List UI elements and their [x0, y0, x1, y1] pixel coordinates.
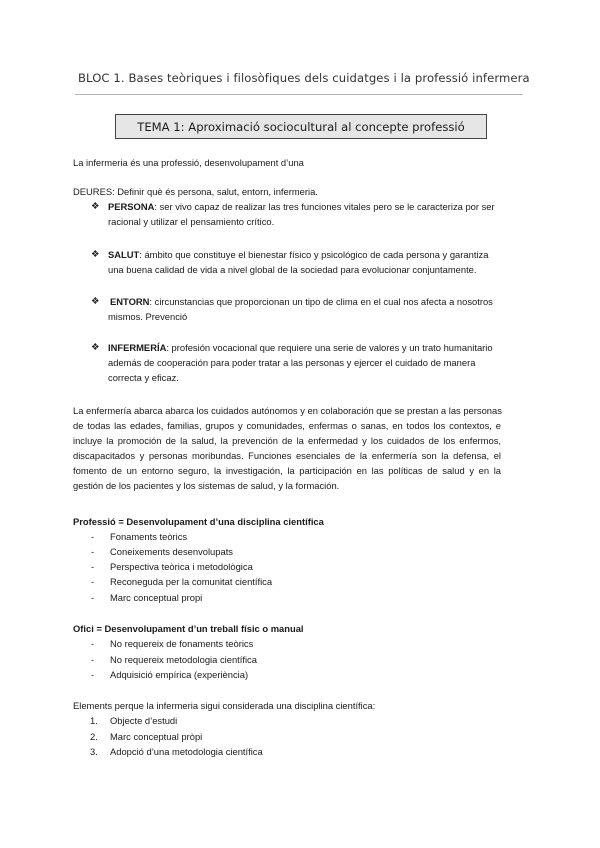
diamond-bullet-icon: ❖: [91, 249, 100, 260]
paragraph-line: de todas las edades, familias, grupos y comunidades, enfermas o sanas, en todos los contextos, e: [73, 420, 501, 431]
header-divider: [75, 94, 523, 95]
dash-bullet: -: [91, 576, 95, 587]
list-item: Fonaments teòrics: [110, 531, 188, 542]
definition-text: : profesión vocacional que requiere una serie de valores y un trato humanitario: [166, 342, 493, 353]
ofici-heading: Ofici = Desenvolupament d’un treball físic o manual: [73, 623, 304, 634]
list-item: Reconeguda per la comunitat científica: [110, 576, 273, 587]
list-number: 2.: [90, 731, 98, 742]
definition-text: mismos. Prevenció: [108, 311, 188, 322]
intro-text: La infermeria és una professió, desenvolupament d’una: [73, 157, 304, 168]
dash-bullet: -: [91, 592, 95, 603]
topic-title-box: [115, 114, 487, 139]
definition-infermeria: [108, 340, 493, 355]
list-item: Adquisició empírica (experiència): [110, 669, 249, 680]
list-number: 3.: [90, 746, 98, 757]
elements-intro: Elements perque la infermeria sigui considerada una disciplina científica:: [73, 700, 376, 711]
paragraph-line: gestión de los pacientes y los sistemas de salud, y la formación.: [73, 480, 340, 491]
paragraph-line: fomento de un entorno seguro, la investigación, la participación en las políticas de salud y en la: [73, 465, 501, 476]
definition-term: ENTORN: [110, 296, 150, 307]
list-item: No requereix de fonaments teòrics: [110, 638, 254, 649]
dash-bullet: -: [91, 638, 95, 649]
definition-term: SALUT: [108, 249, 140, 260]
topic-title: TEMA 1: Aproximació sociocultural al concepte professió: [137, 119, 465, 134]
dash-bullet: -: [91, 654, 95, 665]
dash-bullet: -: [91, 561, 95, 572]
homework-text: DEURES: Definir què és persona, salut, entorn, infermeria.: [73, 186, 318, 197]
definition-term: INFERMERÍA: [108, 342, 167, 353]
page-header-title: BLOC 1. Bases teòriques i filosòfiques dels cuidatges i la professió infermera: [78, 71, 530, 85]
paragraph-line: discapacitados y personas moribundas. Funciones esenciales de la enfermería son la defensa, el: [73, 450, 501, 461]
definition-text: además de cooperación para poder tratar a las personas y ejercer el cuidado de manera: [108, 357, 476, 368]
paragraph-line: incluye la promoción de la salud, la prevención de la enfermedad y los cuidados de los enfermos,: [73, 435, 501, 446]
list-item: Objecte d’estudi: [110, 715, 178, 726]
definition-text: una buena calidad de vida a nivel global de la sociedad para evolucionar conjuntamente.: [108, 264, 477, 275]
list-item: Marc conceptual propi: [110, 592, 203, 603]
list-number: 1.: [90, 715, 98, 726]
definition-text: : ámbito que constituye el bienestar físico y psicológico de cada persona y garantiza: [139, 249, 489, 260]
definition-text: : ser vivo capaz de realizar las tres funciones vitales pero se le caracteriza por ser: [154, 201, 495, 212]
nursing-paragraph: [73, 403, 501, 493]
definition-text: racional y utilizar el pensamiento crítico.: [108, 216, 275, 227]
list-item: No requereix metodologia científica: [110, 654, 257, 665]
diamond-bullet-icon: ❖: [91, 201, 100, 212]
list-item: Perspectiva teòrica i metodològica: [110, 561, 253, 572]
definition-salut: [108, 247, 488, 262]
dash-bullet: -: [91, 546, 95, 557]
paragraph-line: La enfermería abarca abarca los cuidados autónomos y en colaboración que se prestan a las personas: [73, 405, 502, 416]
list-item: Adopció d’una metodologia científica: [110, 746, 263, 757]
list-item: Coneixements desenvolupats: [110, 546, 233, 557]
definition-persona: [108, 199, 495, 214]
professio-heading: Professió = Desenvolupament d’una disciplina científica: [73, 516, 324, 527]
dash-bullet: -: [91, 531, 95, 542]
diamond-bullet-icon: ❖: [91, 296, 100, 307]
definition-term: PERSONA: [108, 201, 155, 212]
definition-text: : circunstancias que proporcionan un tipo de clima en el cual nos afecta a nosotros: [149, 296, 493, 307]
definition-text: correcta y eficaz.: [108, 372, 179, 383]
dash-bullet: -: [91, 669, 95, 680]
diamond-bullet-icon: ❖: [91, 342, 100, 353]
list-item: Marc conceptual pròpi: [110, 731, 203, 742]
definition-entorn: [110, 294, 493, 309]
